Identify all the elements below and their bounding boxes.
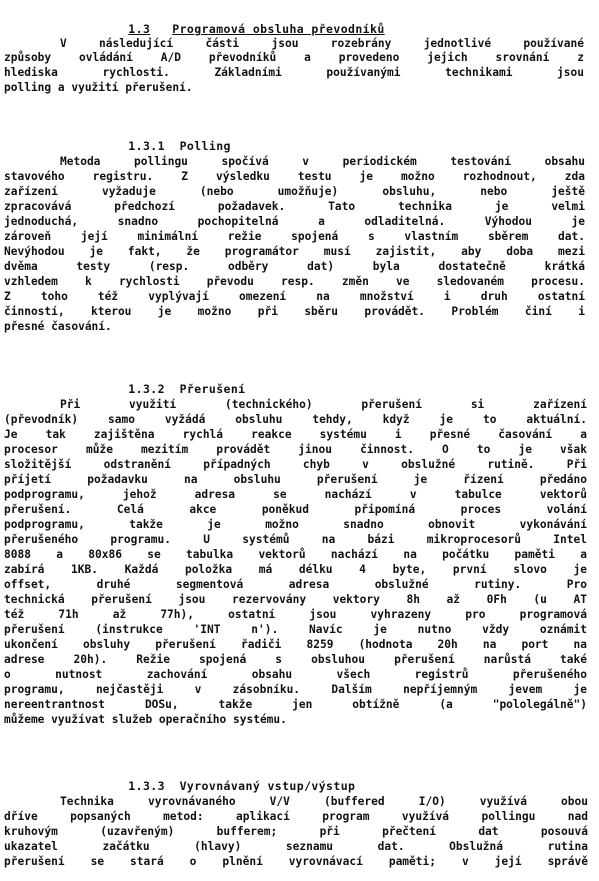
text-line: adrese 20h). Režie spojená s obsluhou přerušení narůstá také [4, 653, 587, 666]
text-line: programu, nejčastěji v zásobníku. Dalším nepříjemným jevem je [4, 683, 587, 696]
text-line: Je tak zajištěna rychlá reakce systému i přesné časování a [4, 428, 587, 441]
text-line: Technika vyrovnávaného V/V (buffered I/O) využívá obou [60, 795, 588, 808]
text-line: procesor může mezitím provádět jinou činnost. O to je však [4, 443, 587, 456]
text-line: zároveň její minimální režie spojená s vlastním sběrem dat. [4, 230, 585, 243]
text-line: zařízení vyžaduje (nebo umožňuje) obsluhu, nebo ještě [4, 185, 585, 198]
section-number: 1.3.1 [128, 139, 165, 153]
section-title: Vyrovnávaný vstup/výstup [179, 779, 356, 793]
text-line: nereentrantnost DOSu, takže jen obtížně (a "pololegálně") [4, 698, 587, 711]
section-title: Polling [179, 139, 231, 153]
text-line: polling a využití přerušení. [4, 81, 193, 94]
text-line: zpracovává předchozí požadavek. Tato technika je velmi [4, 200, 585, 213]
text-line: hlediska rychlosti. Základními používanými technikami jsou [4, 66, 584, 79]
text-line: Z toho též vyplývají omezení na množství i druh ostatní [4, 290, 585, 303]
text-line: podprogramu, takže je možno snadno obnovit vykonávání [4, 518, 587, 531]
text-line: přerušení se stará o plnění vyrovnávací paměti; v její správě [4, 855, 588, 868]
text-line: offset, druhé segmentová adresa obslužné rutiny. Pro [4, 578, 587, 591]
text-line: jednoduchá, snadno pochopitelná a odladitelná. Výhodou je [4, 215, 585, 228]
text-line: (převodník) samo vyžádá obsluhu tehdy, když je to aktuální. [4, 413, 587, 426]
text-line: stavového registru. Z výsledku testu je možno rozhodnout, zda [4, 170, 585, 183]
text-line: kruhovým (uzavřeným) bufferem; při přečtení dat posouvá [4, 825, 588, 838]
text-line: přerušení (instrukce 'INT n'). Navíc je nutno vždy oznámit [4, 623, 587, 636]
text-line: přerušení. Celá akce poněkud připomíná proces volání [4, 503, 587, 516]
text-line: činností, kterou je možno při sběru provádět. Problém činí i [4, 305, 585, 318]
section-title: Programová obsluha převodníků [172, 22, 385, 36]
text-line: složitější odstranění případných chyb v obslužné rutině. Při [4, 458, 587, 471]
text-line: Při využití (technického) přerušení si zařízení [60, 398, 587, 411]
text-line: příjetí požadavku na obsluhu přerušení je řízení předáno [4, 473, 587, 486]
text-line: ukazatel začátku (hlavy) seznamu dat. Obslužná rutina [4, 840, 588, 853]
text-line: dříve popsaných metod: aplikací program využívá pollingu nad [4, 810, 588, 823]
text-line: dvěma testy (resp. odběry dat) byla dostatečně krátká [4, 260, 585, 273]
text-line: 8088 a 80x86 se tabulka vektorů nachází na počátku paměti a [4, 548, 587, 561]
text-line: podprogramu, jehož adresa se nachází v tabulce vektorů [4, 488, 587, 501]
text-line: zabírá 1KB. Každá položka má délku 4 byte, první slovo je [4, 563, 587, 576]
section-number: 1.3 [128, 22, 151, 36]
text-line: způsoby ovládání A/D převodníků a provedeno jejich srovnání z [4, 51, 584, 64]
text-line: přerušeného programu. U systémů na bázi mikroprocesorů Intel [4, 533, 587, 546]
text-line: též 71h až 77h), ostatní jsou vyhrazeny pro programová [4, 608, 587, 621]
text-line: technická přerušení jsou rezervovány vektory 8h až 0Fh (u AT [4, 593, 587, 606]
text-line: ukončení obsluhy přerušení řadiči 8259 (hodnota 20h na port na [4, 638, 587, 651]
text-line: Nevýhodou je fakt, že programátor musí zajistit, aby doba mezi [4, 245, 585, 258]
section-title: Přerušení [179, 382, 246, 396]
section-number: 1.3.2 [128, 382, 165, 396]
text-line: můžeme využívat služeb operačního systému. [4, 713, 287, 726]
text-line: Metoda pollingu spočívá v periodickém testování obsahu [60, 155, 585, 168]
text-line: V následující části jsou rozebrány jednotlivé používané [60, 37, 584, 50]
section-number: 1.3.3 [128, 779, 165, 793]
text-line: přesné časování. [4, 320, 112, 333]
text-line: o nutnost zachování obsahu všech registrů přerušeného [4, 668, 587, 681]
text-line: vzhledem k rychlosti převodu resp. změn ve sledovaném procesu. [4, 275, 585, 288]
